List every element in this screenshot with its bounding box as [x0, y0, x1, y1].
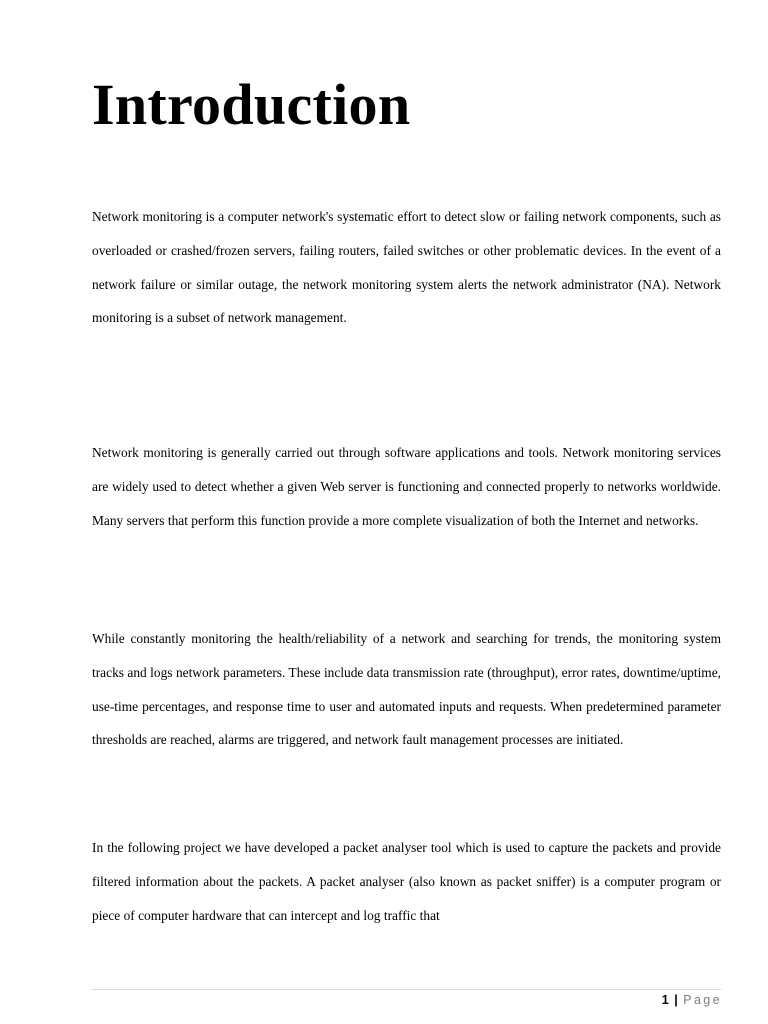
- page-title: Introduction: [92, 72, 411, 137]
- paragraph-parameters: While constantly monitoring the health/reliability of a network and searching for trends, the monitoring system tracks and logs network parameters. These include data transmission rate (throughput), error rates, downtime/uptime, use-time percentages, and response time to user and automated inputs and requests. When predetermined parameter thresholds are reached, alarms are triggered, and network fault management processes are initiated.: [92, 631, 721, 748]
- paragraph-software-tools: Network monitoring is generally carried out through software applications and tools. Network monitoring services are widely used to detect whether a given Web server is functioning and connected properly to networks worldwide. Many servers that perform this function provide a more complete visualization of both the Internet and networks.: [92, 445, 721, 528]
- page-label: Page: [683, 993, 722, 1007]
- paragraph-network-monitoring-definition: Network monitoring is a computer network's systematic effort to detect slow or failing network components, such as overloaded or crashed/frozen servers, failing routers, failed switches or other problematic devices. In the event of a network failure or similar outage, the network monitoring system alerts the network administrator (NA). Network monitoring is a subset of network management.: [92, 209, 721, 326]
- footer-divider: [92, 989, 721, 990]
- paragraph-project-description: In the following project we have developed a packet analyser tool which is used to capture the packets and provide filtered information about the packets. A packet analyser (also known as packet sniffer) is a computer program or piece of computer hardware that can intercept and log traffic that: [92, 840, 721, 923]
- page-footer: [662, 991, 722, 1009]
- footer-separator: |: [674, 993, 678, 1007]
- page-number: 1: [661, 993, 669, 1007]
